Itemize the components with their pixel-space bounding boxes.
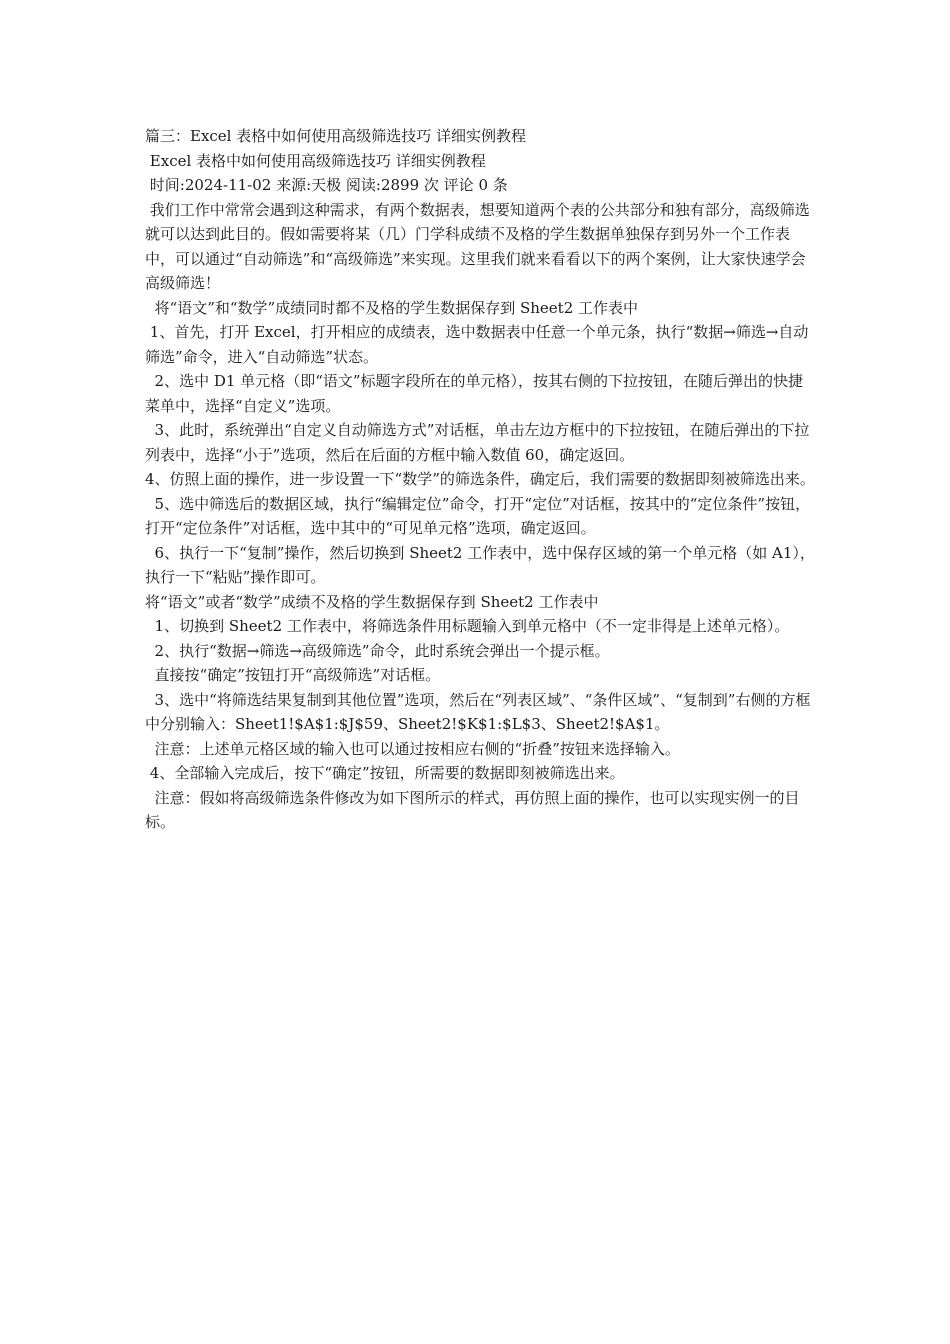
case-one-step-1: 1、首先，打开 Excel，打开相应的成绩表，选中数据表中任意一个单元条，执行“数据→筛选→自动筛选”命令，进入“自动筛选”状态。 (145, 323, 809, 366)
case-two-note-1: 注意：上述单元格区域的输入也可以通过按相应右侧的“折叠”按钮来选择输入。 (145, 739, 680, 758)
intro-paragraph: 我们工作中常常会遇到这种需求，有两个数据表，想要知道两个表的公共部分和独有部分，高级筛选就可以达到此目的。假如需要将某（几）门学科成绩不及格的学生数据单独保存到另外一个工作表中，可以通过“自动筛选”和“高级筛选”来实现。这里我们就来看看以下的两个案例，让大家快速学会高级筛选！ (145, 200, 810, 292)
case-two-step-2: 2、执行“数据→筛选→高级筛选”命令，此时系统会弹出一个提示框。 (145, 641, 610, 660)
case-two-step-4: 4、全部输入完成后，按下“确定”按钮，所需要的数据即刻被筛选出来。 (145, 764, 625, 782)
doc-title: 篇三：Excel 表格中如何使用高级筛选技巧 详细实例教程 (145, 127, 527, 145)
case-one-step-4: 4、仿照上面的操作，进一步设置一下“数学”的筛选条件，确定后，我们需要的数据即刻被筛选出来。 (145, 470, 815, 488)
case-two-step-1: 1、切换到 Sheet2 工作表中，将筛选条件用标题输入到单元格中（不一定非得是上述单元格）。 (145, 617, 790, 635)
case-one-step-2: 2、选中 D1 单元格（即“语文”标题字段所在的单元格），按其右侧的下拉按钮，在随后弹出的快捷菜单中，选择“自定义”选项。 (145, 372, 804, 415)
case-two-step-2-note: 直接按“确定”按钮打开“高级筛选”对话框。 (145, 666, 441, 684)
article-title: Excel 表格中如何使用高级筛选技巧 详细实例教程 (145, 151, 486, 170)
case-one-step-6: 6、执行一下“复制”操作，然后切换到 Sheet2 工作表中，选中保存区域的第一个单元格（如 A1），执行一下“粘贴”操作即可。 (145, 543, 815, 586)
case-one-heading: 将“语文”和“数学”成绩同时都不及格的学生数据保存到 Sheet2 工作表中 (145, 298, 639, 317)
document-body (145, 124, 817, 835)
case-one-step-5: 5、选中筛选后的数据区域，执行“编辑定位”命令，打开“定位”对话框，按其中的“定位条件”按钮，打开“定位条件”对话框，选中其中的“可见单元格”选项，确定返回。 (145, 494, 811, 537)
case-two-step-3: 3、选中“将筛选结果复制到其他位置”选项，然后在“列表区域”、“条件区域”、“复制到”右侧的方框中分别输入：Sheet1!$A$1:$J$59、Sheet2!$K$1:$L$3、Sheet2!$A$1。 (145, 690, 811, 733)
case-one-step-3: 3、此时，系统弹出“自定义自动筛选方式”对话框，单击左边方框中的下拉按钮，在随后弹出的下拉列表中，选择“小于”选项，然后在后面的方框中输入数值 60，确定返回。 (145, 421, 810, 464)
article-meta: 时间:2024-11-02 来源:天极 阅读:2899 次 评论 0 条 (145, 176, 508, 194)
case-two-note-2: 注意：假如将高级筛选条件修改为如下图所示的样式，再仿照上面的操作，也可以实现实例一的目标。 (145, 788, 800, 831)
case-two-heading: 将“语文”或者“数学”成绩不及格的学生数据保存到 Sheet2 工作表中 (145, 592, 599, 611)
